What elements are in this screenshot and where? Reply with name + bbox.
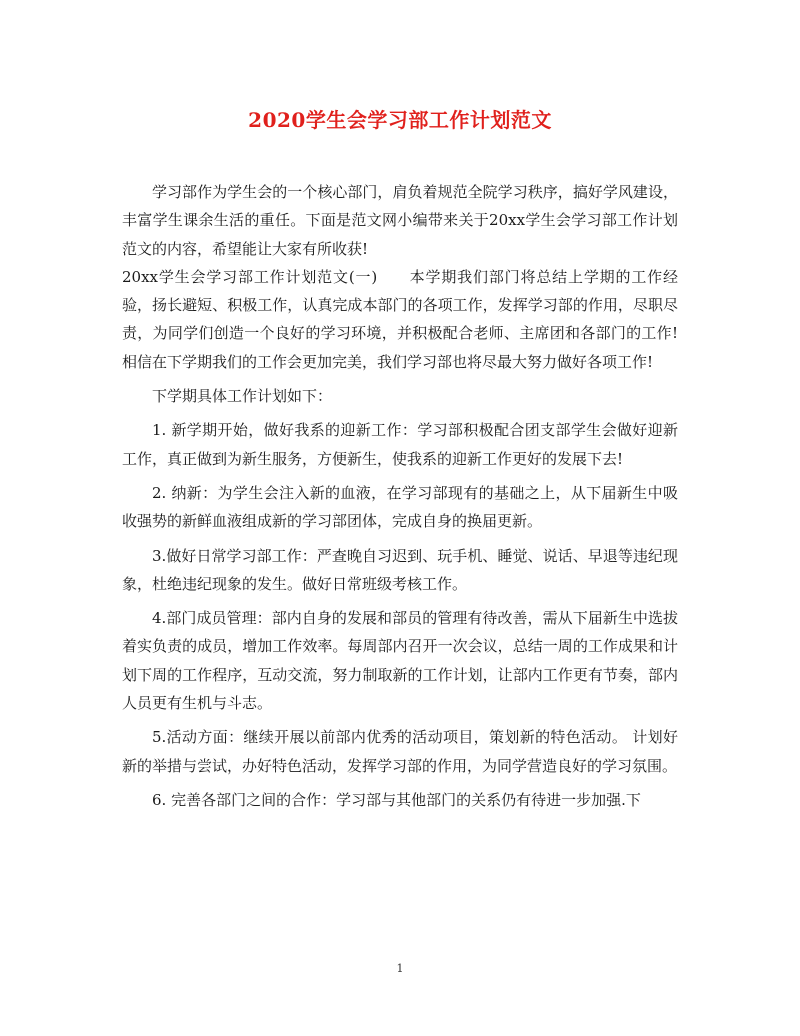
page-number: 1 <box>396 962 404 975</box>
paragraph-intro: 学习部作为学生会的一个核心部门，肩负着规范全院学习秩序，搞好学风建设，丰富学生课余生活的重任。下面是范文网小编带来关于20xx学生会学习部工作计划范文的内容，希望能让大家有所收获! <box>122 183 678 258</box>
paragraph-plan-heading: 下学期具体工作计划如下： <box>152 387 333 406</box>
paragraph-item-2: 2. 纳新：为学生会注入新的血液，在学习部现有的基础之上，从下届新生中吸收强势的新鲜血液组成新的学习部团体，完成自身的换届更新。 <box>122 483 678 531</box>
paragraph-section-one: 20xx学生会学习部工作计划范文(一) 本学期我们部门将总结上学期的工作经验，扬长避短、积极工作，认真完成本部门的各项工作，发挥学习部的作用，尽职尽责，为同学们创造一个良好的学习环境，并积极配合老师、主席团和各部门的工作!相信在下学期我们的工作会更加完美，我们学习部也将尽最大努力做好各项工作! <box>122 267 678 371</box>
document-body <box>122 178 678 814</box>
paragraph-item-5: 5.活动方面：继续开展以前部内优秀的活动项目，策划新的特色活动。 计划好新的举措与尝试，办好特色活动，发挥学习部的作用，为同学营造良好的学习氛围。 <box>122 728 678 775</box>
document-title: 2020学生会学习部工作计划范文 <box>248 108 552 132</box>
paragraph-item-1: 1. 新学期开始，做好我系的迎新工作：学习部积极配合团支部学生会做好迎新工作，真正做到为新生服务，方便新生，使我系的迎新工作更好的发展下去! <box>122 421 678 468</box>
paragraph-item-3: 3.做好日常学习部工作：严查晚自习迟到、玩手机、睡觉、说话、早退等违纪现象，杜绝违纪现象的发生。做好日常班级考核工作。 <box>122 546 678 593</box>
paragraph-item-4: 4.部门成员管理：部内自身的发展和部员的管理有待改善，需从下届新生中选拔着实负责的成员，增加工作效率。每周部内召开一次会议，总结一周的工作成果和计划下周的工作程序，互动交流，努力制取新的工作计划，让部内工作更有节奏，部内人员更有生机与斗志。 <box>122 609 678 713</box>
paragraph-item-6: 6. 完善各部门之间的合作：学习部与其他部门的关系仍有待进一步加强.下 <box>152 790 641 809</box>
